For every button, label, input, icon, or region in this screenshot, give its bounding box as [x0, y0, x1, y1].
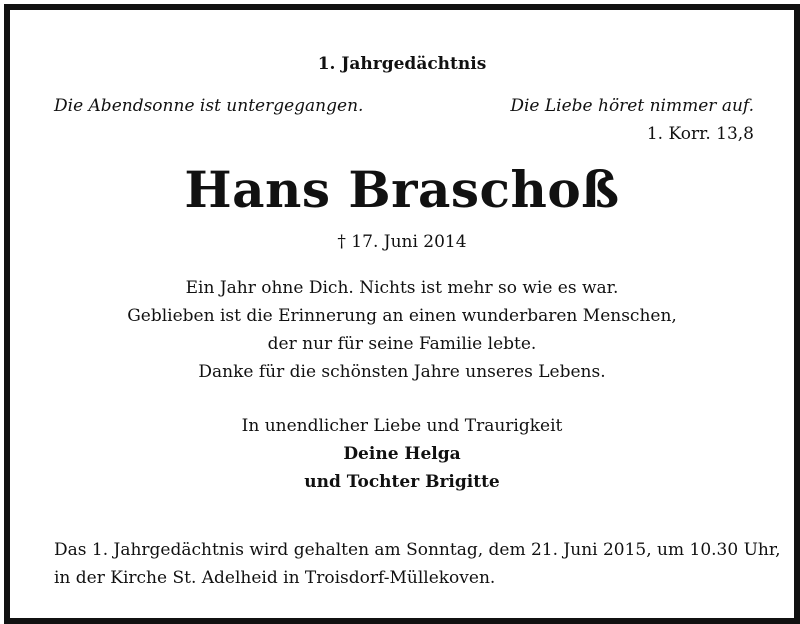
quote-right: Die Liebe höret nimmer auf.	[510, 96, 754, 116]
service-line: in der Kirche St. Adelheid in Troisdorf-Müllekoven.	[54, 568, 496, 588]
service-line: Das 1. Jahrgedächtnis wird gehalten am Sonntag, dem 21. Juni 2015, um 10.30 Uhr,	[54, 540, 781, 560]
signoff-name-1: Deine Helga	[343, 444, 461, 464]
death-date: † 17. Juni 2014	[337, 232, 467, 252]
poem-line: der nur für seine Familie lebte.	[267, 334, 537, 354]
poem	[10, 274, 794, 386]
notice-heading: 1. Jahrgedächtnis	[317, 54, 487, 74]
notice-content	[10, 10, 794, 618]
service-notice	[54, 536, 781, 592]
poem-line: Geblieben ist die Erinnerung an einen wunderbaren Menschen,	[127, 306, 677, 326]
signoff	[10, 412, 794, 496]
poem-line: Danke für die schönsten Jahre unseres Lebens.	[198, 362, 606, 382]
deceased-name: Hans Braschoß	[184, 160, 620, 219]
quote-reference: 1. Korr. 13,8	[646, 124, 754, 144]
signoff-name-2: und Tochter Brigitte	[304, 472, 500, 492]
signoff-intro: In unendlicher Liebe und Traurigkeit	[241, 416, 563, 436]
notice-frame	[4, 4, 800, 624]
quote-left: Die Abendsonne ist untergegangen.	[54, 96, 364, 116]
poem-line: Ein Jahr ohne Dich. Nichts ist mehr so wie es war.	[185, 278, 619, 298]
